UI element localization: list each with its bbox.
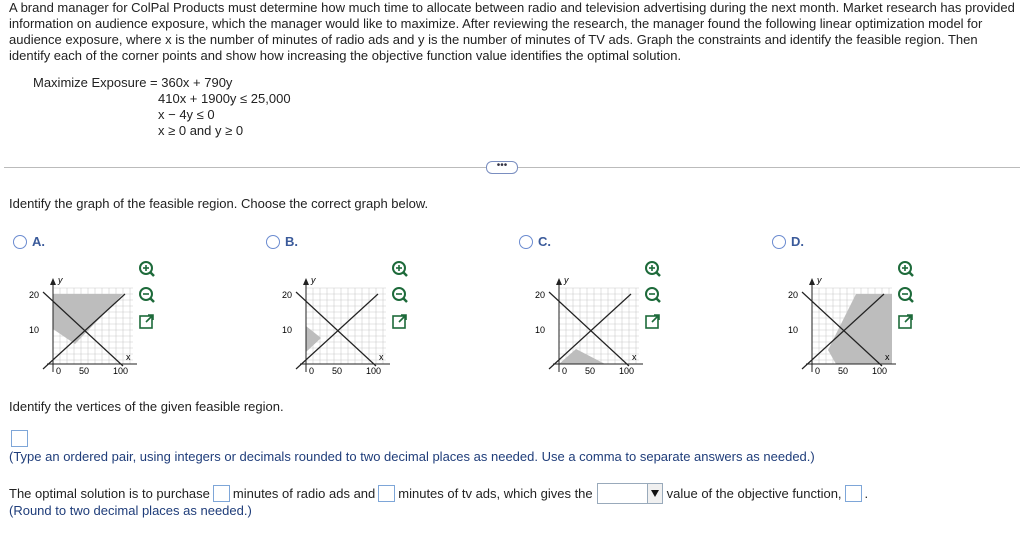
feasible-region-graph	[519, 254, 644, 374]
zoom-in-icon[interactable]	[136, 258, 158, 280]
zoom-in-icon[interactable]	[389, 258, 411, 280]
expand-more-button[interactable]: •••	[486, 161, 518, 174]
optimal-text-3: minutes of tv ads, which gives the	[398, 486, 593, 501]
tick-y10: 10	[788, 325, 799, 335]
radio-button[interactable]	[266, 235, 280, 249]
option-label: C.	[538, 234, 551, 249]
question-vertices: Identify the vertices of the given feasible region.	[9, 399, 284, 414]
radio-minutes-input[interactable]	[213, 485, 230, 502]
tick-x0: 0	[56, 366, 62, 374]
tick-x0: 0	[815, 366, 821, 374]
tick-y10: 10	[282, 325, 293, 335]
graph-tools	[136, 258, 160, 336]
zoom-out-icon[interactable]	[389, 284, 411, 306]
open-in-new-window-icon[interactable]	[895, 310, 917, 332]
optimal-solution-line	[9, 483, 868, 504]
open-in-new-window-icon[interactable]	[136, 310, 158, 332]
tick-x100: 100	[872, 366, 888, 374]
x-axis-label: x	[885, 352, 890, 362]
tick-x50: 50	[79, 366, 90, 374]
tick-x50: 50	[838, 366, 849, 374]
zoom-out-icon[interactable]	[895, 284, 917, 306]
shaded-region	[828, 294, 892, 364]
tick-y20: 20	[535, 290, 546, 300]
y-axis-label: y	[817, 275, 822, 285]
vertices-answer-input[interactable]	[11, 430, 28, 447]
option-label: D.	[791, 234, 804, 249]
zoom-in-icon[interactable]	[642, 258, 664, 280]
objective-value-input[interactable]	[845, 485, 862, 502]
vertices-hint: (Type an ordered pair, using integers or decimals rounded to two decimal places as needed. Use a comma to separate answers as needed.)	[9, 449, 815, 464]
chevron-down-icon[interactable]	[647, 484, 662, 503]
y-axis-arrow	[809, 278, 815, 285]
tick-y20: 20	[29, 290, 40, 300]
optimal-text-5: .	[864, 486, 869, 501]
tick-x100: 100	[113, 366, 129, 374]
x-axis-label: x	[379, 352, 384, 362]
y-axis-label: y	[58, 275, 63, 285]
tick-x50: 50	[585, 366, 596, 374]
constraint-1: 410x + 1900y ≤ 25,000	[158, 91, 291, 106]
zoom-out-icon[interactable]	[642, 284, 664, 306]
question-feasible-region: Identify the graph of the feasible region. Choose the correct graph below.	[9, 196, 429, 211]
radio-button[interactable]	[13, 235, 27, 249]
tick-x0: 0	[562, 366, 568, 374]
value-type-select[interactable]	[597, 483, 663, 504]
constraint-line-2	[549, 292, 629, 366]
problem-statement: A brand manager for ColPal Products must determine how much time to allocate between radio and television advertising during the next month. Market research has provided information on audience exposure, which the manager would like to maximize. After reviewing the research, the manager found the following linear optimization model for audience exposure, where x is the number of minutes of radio ads and y is the number of minutes of TV ads. Graph the constraints and identify the feasible region. Then identify each of the corner points and show how increasing the objective function value identifies the optimal solution.	[9, 0, 1015, 63]
zoom-out-icon[interactable]	[136, 284, 158, 306]
y-axis-arrow	[50, 278, 56, 285]
x-axis-label: x	[632, 352, 637, 362]
feasible-region-graph	[266, 254, 391, 374]
y-axis-label: y	[311, 275, 316, 285]
zoom-in-icon[interactable]	[895, 258, 917, 280]
option-a[interactable]	[13, 234, 131, 374]
x-axis-label: x	[126, 352, 131, 362]
radio-button[interactable]	[519, 235, 533, 249]
constraint-3: x ≥ 0 and y ≥ 0	[158, 123, 244, 138]
tick-y10: 10	[29, 325, 40, 335]
option-b[interactable]	[266, 234, 384, 374]
graph-tools	[642, 258, 666, 336]
open-in-new-window-icon[interactable]	[389, 310, 411, 332]
constraint-2: x − 4y ≤ 0	[158, 107, 215, 122]
optimal-text-1: The optimal solution is to purchase	[9, 486, 210, 501]
y-axis-label: y	[564, 275, 569, 285]
tick-x100: 100	[366, 366, 382, 374]
feasible-region-graph	[13, 254, 138, 374]
y-axis-arrow	[303, 278, 309, 285]
feasible-region-graph	[772, 254, 897, 374]
tick-x50: 50	[332, 366, 343, 374]
graph-tools	[389, 258, 413, 336]
option-label: A.	[32, 234, 45, 249]
optimal-text-4: value of the objective function,	[666, 486, 842, 501]
radio-button[interactable]	[772, 235, 786, 249]
tick-y20: 20	[788, 290, 799, 300]
option-c[interactable]	[519, 234, 637, 374]
tick-x0: 0	[309, 366, 315, 374]
tv-minutes-input[interactable]	[378, 485, 395, 502]
optimal-text-2: minutes of radio ads and	[232, 486, 376, 501]
tick-y20: 20	[282, 290, 293, 300]
round-note: (Round to two decimal places as needed.)	[9, 503, 252, 518]
tick-y10: 10	[535, 325, 546, 335]
y-axis-arrow	[556, 278, 562, 285]
open-in-new-window-icon[interactable]	[642, 310, 664, 332]
graph-tools	[895, 258, 919, 336]
objective-function: Maximize Exposure = 360x + 790y	[33, 75, 233, 90]
option-d[interactable]	[772, 234, 890, 374]
tick-x100: 100	[619, 366, 635, 374]
option-label: B.	[285, 234, 298, 249]
